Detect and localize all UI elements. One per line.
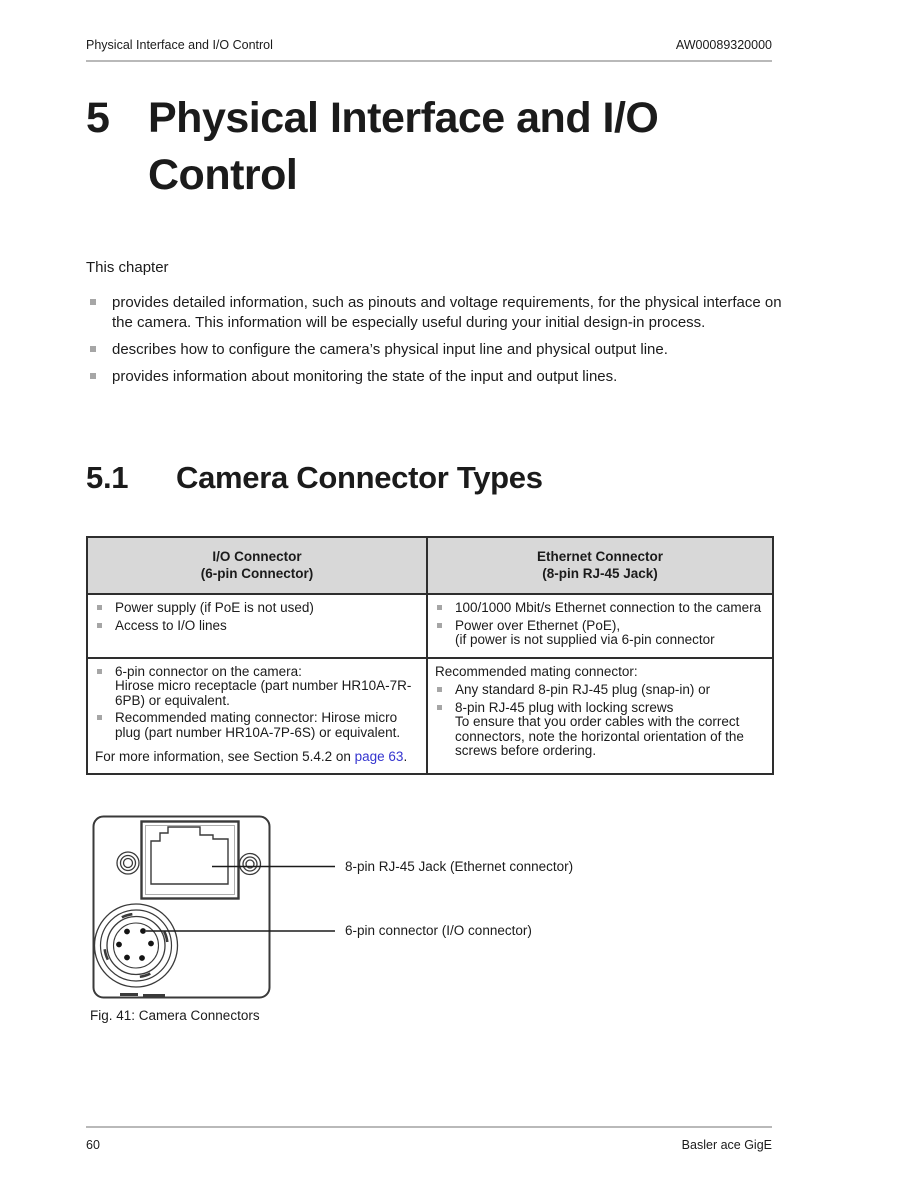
- bullet-text: provides information about monitoring the state of the input and output lines.: [112, 368, 618, 385]
- list-item: [86, 367, 786, 387]
- bullet-square-icon: [90, 346, 96, 352]
- callout-label-ethernet: 8-pin RJ-45 Jack (Ethernet connector): [345, 859, 574, 874]
- bullet-text: 6-pin connector on the camera:: [115, 663, 302, 679]
- page-63-link[interactable]: page 63: [354, 749, 404, 764]
- bullet-text: Recommended mating connector: Hirose micro plug (part number HR10A-7P-6S) or equivalent.: [115, 710, 401, 740]
- bullet-text: (if power is not supplied via 6-pin connector: [455, 632, 715, 647]
- table-header-ethernet-connector: [428, 538, 772, 595]
- table-cell-ethernet-connector-details: [428, 659, 772, 773]
- bullet-square-icon: [90, 299, 96, 305]
- header-line: Ethernet Connector: [536, 549, 663, 564]
- header-rule: [86, 60, 772, 62]
- more-information-note: [95, 750, 423, 765]
- bullet-square-icon: [97, 715, 102, 720]
- section-title: Camera Connector Types: [176, 460, 543, 495]
- header-line: (8-pin RJ-45 Jack): [542, 566, 658, 581]
- chapter-intro: [86, 258, 786, 394]
- intro-lead: This chapter: [86, 259, 169, 276]
- bullet-text: provides detailed information, such as pinouts and voltage requirements, for the physical interface on the camera. This information will be especially useful during your initial design-in process.: [112, 294, 782, 331]
- bullet-square-icon: [97, 605, 102, 610]
- callout-label-io: 6-pin connector (I/O connector): [345, 923, 532, 938]
- bullet-square-icon: [437, 623, 442, 628]
- note-text: .: [403, 749, 408, 764]
- chapter-heading: [86, 90, 723, 204]
- mating-connector-intro: Recommended mating connector:: [435, 663, 638, 679]
- bullet-text: Power supply (if PoE is not used): [115, 600, 314, 615]
- chapter-number: 5: [86, 94, 110, 142]
- list-item: [435, 701, 769, 759]
- chapter-title: Physical Interface and I/O Control: [148, 94, 659, 199]
- list-item: [435, 601, 769, 616]
- connector-table: [86, 536, 774, 775]
- bullet-square-icon: [97, 623, 102, 628]
- bullet-text: To ensure that you order cables with the correct connectors, note the horizontal orientation of the screws before ordering.: [455, 714, 744, 758]
- intro-bullet-list: [86, 293, 786, 387]
- bullet-square-icon: [97, 669, 102, 674]
- list-item: [435, 619, 769, 648]
- bullet-text: 8-pin RJ-45 plug with locking screws: [455, 699, 674, 715]
- header-line: I/O Connector: [212, 549, 302, 564]
- list-item: [95, 601, 423, 616]
- bullet-square-icon: [437, 705, 442, 710]
- header-line: (6-pin Connector): [200, 566, 314, 581]
- list-item: [95, 619, 423, 634]
- page-number: 60: [86, 1138, 100, 1152]
- camera-diagram: [86, 810, 786, 1010]
- list-item: [95, 665, 423, 709]
- table-cell-ethernet-functions: [428, 595, 772, 659]
- note-text: For more information, see Section 5.4.2 on: [95, 749, 355, 764]
- footer-rule: [86, 1126, 772, 1128]
- bullet-text: 100/1000 Mbit/s Ethernet connection to the camera: [455, 600, 762, 615]
- running-footer: [86, 1138, 772, 1152]
- figure-caption: Fig. 41: Camera Connectors: [90, 1008, 260, 1023]
- section-number: 5.1: [86, 460, 129, 495]
- list-item: [86, 293, 786, 333]
- bullet-text: Access to I/O lines: [115, 617, 227, 633]
- bullet-text: Hirose micro receptacle (part number HR10A-7R-6PB) or equivalent.: [115, 678, 412, 708]
- running-header-title: Physical Interface and I/O Control: [86, 38, 273, 52]
- table-header-io-connector: [88, 538, 428, 595]
- running-header: [86, 38, 772, 52]
- footer-document-title: Basler ace GigE: [681, 1138, 772, 1152]
- bullet-square-icon: [90, 373, 96, 379]
- bullet-text: Any standard 8-pin RJ-45 plug (snap-in) or: [455, 682, 711, 697]
- list-item: [95, 711, 423, 740]
- list-item: [435, 683, 769, 698]
- bullet-text: describes how to configure the camera’s physical input line and physical output line.: [112, 341, 668, 358]
- table-cell-io-connector-details: [88, 659, 428, 773]
- camera-connectors-figure: [86, 810, 786, 1035]
- bullet-square-icon: [437, 687, 442, 692]
- document-number: AW00089320000: [675, 38, 772, 52]
- list-item: [86, 340, 786, 360]
- bullet-text: Power over Ethernet (PoE),: [455, 617, 621, 633]
- bullet-square-icon: [437, 605, 442, 610]
- table-cell-io-functions: [88, 595, 428, 659]
- section-heading: [86, 460, 543, 496]
